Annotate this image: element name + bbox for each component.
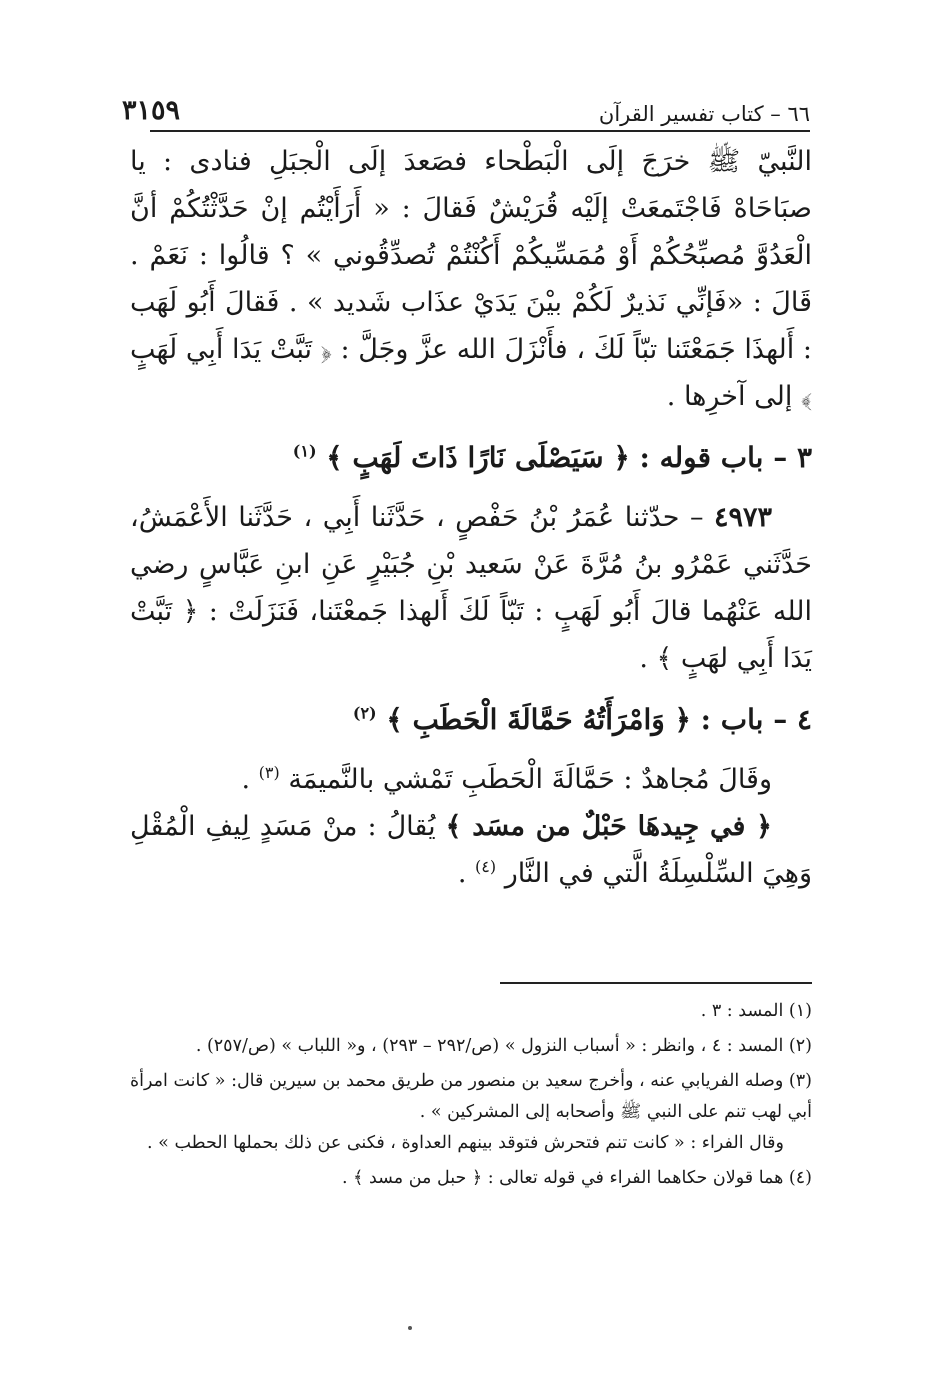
paragraph-continuation: النَّبيّ ﷺ خرَجَ إلَى الْبَطْحاء فصَعدَ إلَى الْجبَلِ فنادى : يا صبَاحَاهْ فَاجْتَمعَتْ إلَيْه قُرَيْشٌ فَقالَ : « أَرَأَيْتُم إنْ حَدَّثْتُكُمْ أنَّ الْعَدُوَّ مُصبِّحُكُمْ أَوْ مُمَسِّيكُمْ أَكُنْتُمْ تُصدِّقُوني » ؟ قالُوا : نَعَمْ . قَالَ : «فَإنِّي نَذيرٌ لَكُمْ بيْنَ يَدَيْ عذَاب شَديد » . فَقالَ أَبُو لَهَب : أَلهذَا جَمَعْتَنا تبّاً لَكَ ، فأَنْزَلَ الله عزَّ وجَلَّ : ﴿ تَبَّتْ يَدَا أَبِي لَهَبٍ ﴾ إلى آخرِها .: [130, 146, 812, 412]
page-header: [122, 86, 810, 126]
hadith-number: ٤٩٧٣: [713, 502, 772, 533]
verse-end: .: [457, 858, 476, 889]
section-4-footnote-ref: (٢): [352, 703, 377, 723]
footnote-3-continued: وقال الفراء : « كانت تنم فتحرش فتوقد بينهم العداوة ، فكنى عن ذلك بحملها الحطب » .: [147, 1133, 784, 1153]
mujahid-quote: [130, 756, 812, 803]
page-mark-dot: [408, 1326, 412, 1330]
section-3-footnote-ref: (١): [292, 441, 317, 461]
footnote-4: (٤) هما قولان حكاهما الفراء في قوله تعالى : ﴿ حبل من مسد ﴾ .: [342, 1168, 812, 1188]
footnotes: [130, 996, 812, 1198]
section-3-title: ٣ – باب قوله : ﴿ سَيَصْلَى نَارًا ذَاتَ لَهَبٍ ﴾: [326, 441, 812, 474]
mujahid-text: وقَالَ مُجاهدٌ : حَمَّالَةَ الْحَطَبِ تَمْشي بالنَّميمَة: [288, 764, 772, 795]
footnote-3: (٣) وصله الفريابي عنه ، وأخرج سعيد بن منصور من طريق محمد بن سيرين قال: « كانت امرأة أبي لهب تنم على النبي ﷺ وأصحابه إلى المشركين » .: [130, 1071, 812, 1122]
footnote-rule: [500, 982, 812, 984]
main-text: [130, 138, 812, 897]
mujahid-footnote-ref: (٣): [258, 763, 280, 782]
verse-quote: ﴿ في جِيدهَا حَبْلٌ من مسَد ﴾: [445, 811, 772, 842]
section-4-title: ٤ – باب : ﴿ وَامْرَأَتُهُ حَمَّالَةَ الْحَطَبِ ﴾: [386, 703, 812, 736]
footnote-2: (٢) المسد : ٤ ، وانظر : « أسباب النزول » (ص/٢٩٢ – ٢٩٣) ، و« اللباب » (ص/٢٥٧) .: [195, 1036, 812, 1056]
footnote-1: (١) المسد : ٣ .: [700, 1001, 812, 1021]
hadith-text: – حدّثنا عُمَرُ بْنُ حَفْصٍ ، حَدَّثَنا أَبِي ، حَدَّثَنا الأَعْمَشُ، حَدَّثَني عَمْرُو بنُ مُرَّةَ عَنْ سَعيد بْنِ جُبَيْرٍ عَنِ ابنِ عَبَّاسٍ رضي الله عَنْهُما قالَ أَبُو لَهَبٍ : تَبّاً لَكَ أَلهذا جَمعْتَنا، فَنَزَلَتْ : ﴿ تَبَّتْ يَدَا أَبِي لهَبٍ ﴾ .: [130, 502, 812, 674]
chapter-title: ٦٦ – كتاب تفسير القرآن: [598, 102, 810, 126]
section-4-heading: [130, 694, 812, 746]
section-3-heading: [130, 432, 812, 484]
verse-footnote-ref: (٤): [475, 857, 497, 876]
verse-explanation: [130, 803, 812, 897]
header-rule: [150, 130, 810, 132]
hadith-4973: [130, 494, 812, 682]
verse-text: يُقالُ : منْ مَسَدٍ لِيفِ الْمُقْلِ وَهِيَ السِّلْسِلَةُ الَّتي في النَّار: [130, 811, 812, 889]
page-number: ٣١٥٩: [122, 95, 181, 126]
mujahid-end: .: [241, 764, 259, 795]
